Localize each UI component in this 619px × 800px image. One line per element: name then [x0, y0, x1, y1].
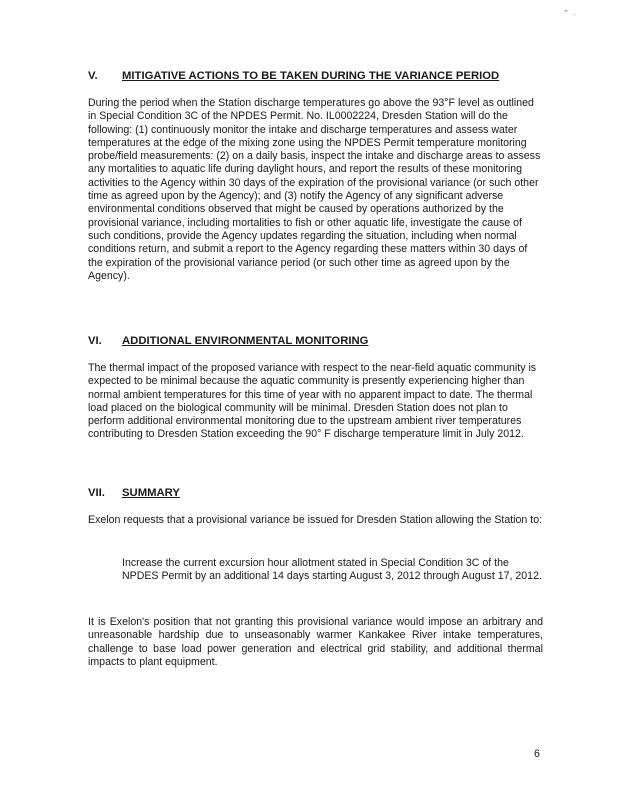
section-summary-closing	[88, 616, 543, 669]
section-summary	[88, 486, 543, 500]
section-mitigative-actions	[88, 69, 543, 83]
summary-request-paragraph: Increase the current excursion hour allotment stated in Special Condition 3C of the NPDES Permit by an additional 14 days starting August 3, 2012 through August 17, 2012.	[122, 557, 542, 583]
section-monitoring-body	[88, 362, 543, 442]
summary-intro-paragraph: Exelon requests that a provisional variance be issued for Dresden Station allowing the Station to:	[88, 514, 543, 526]
summary-closing-paragraph: It is Exelon's position that not granting this provisional variance would impose an arbitrary and unreasonable hardship due to unseasonably warmer Kankakee River intake temperatures, challenge to base load power generation and electrical grid stability, and additional thermal impacts to plant equipment.	[88, 616, 543, 668]
section-title: ADDITIONAL ENVIRONMENTAL MONITORING	[122, 335, 369, 347]
section-summary-intro	[88, 514, 543, 527]
section-title: SUMMARY	[122, 487, 180, 499]
section-mitigative-body	[88, 97, 543, 283]
monitoring-paragraph: The thermal impact of the proposed variance with respect to the near-field aquatic community is expected to be minimal because the aquatic community is presently experiencing higher than normal ambient temperatures for this time of year with no apparent impact to date. The thermal load placed on the biological community will be minimal. Dresden Station does not plan to perform additional environmental monitoring due to the upstream ambient river temperatures contributing to Dresden Station exceeding the 90° F discharge temperature limit in July 2012.	[88, 362, 537, 441]
corner-mark: " .	[565, 10, 578, 17]
section-number: V.	[88, 70, 98, 82]
summary-request-block	[122, 557, 542, 584]
section-heading	[88, 486, 543, 500]
section-number: VI.	[88, 335, 102, 347]
section-additional-monitoring	[88, 334, 543, 348]
section-title: MITIGATIVE ACTIONS TO BE TAKEN DURING THE VARIANCE PERIOD	[122, 70, 500, 82]
page-number: 6	[534, 748, 540, 760]
section-heading	[88, 334, 543, 348]
mitigative-paragraph: During the period when the Station discharge temperatures go above the 93°F level as outlined in Special Condition 3C of the NPDES Permit. No. IL0002224, Dresden Station will do the following: (1) continuously monitor the intake and discharge temperatures and assess water temperatures at the edge of the mixing zone using the NPDES Permit temperature monitoring probe/field measurements: (2) on a daily basis, inspect the intake and discharge areas to assess any mortalities to aquatic life during daylight hours, and report the results of these monitoring activities to the Agency within 30 days of the expiration of the provisional variance (or such other time as agreed upon by the Agency); and (3) notify the Agency of any significant adverse environmental conditions observed that might be caused by operations authorized by the provisional variance, including mortalities to fish or other aquatic life, investigate the cause of such conditions, provide the Agency updates regarding the situation, including when normal conditions return, and submit a report to the Agency regarding these matters within 30 days of the expiration of the provisional variance period (or such other time as agreed upon by the Agency).	[88, 97, 541, 282]
section-heading	[88, 69, 543, 83]
section-number: VII.	[88, 487, 105, 499]
